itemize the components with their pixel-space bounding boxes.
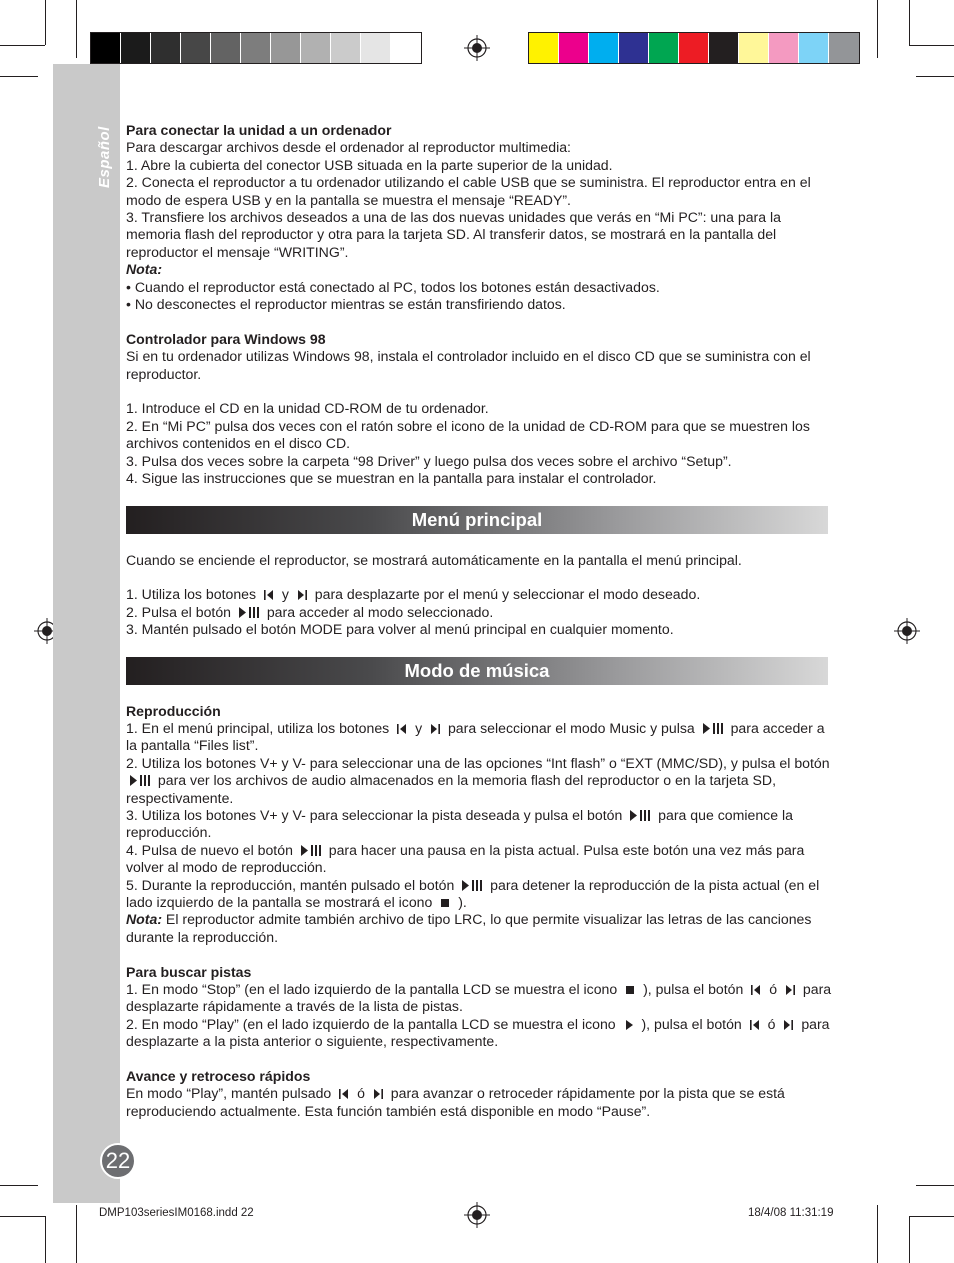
- paragraph: 2. En modo “Play” (en el lado izquierdo de la pantalla LCD se muestra el icono ), pulsa el botón ó para desplazarte a la pista anterior o siguiente, respectivamente.: [126, 1015, 830, 1050]
- stop-icon: [624, 984, 636, 996]
- footer-filename: DMP103seriesIM0168.indd 22: [99, 1207, 254, 1219]
- play-pause-icon: [238, 606, 260, 619]
- crop-mark: [76, 0, 77, 58]
- crop-mark: [909, 1216, 954, 1217]
- paragraph: Nota: El reproductor admite también archivo de tipo LRC, lo que permite visualizar las letras de las canciones durante la reproducción.: [126, 911, 812, 945]
- grayscale-color-bar: [90, 32, 422, 64]
- paragraph: 3. Utiliza los botones V+ y V- para seleccionar la pista deseada y pulsa el botón para que comience la reproducción.: [126, 806, 793, 841]
- skip-forward-icon: [296, 589, 308, 601]
- skip-forward-icon: [372, 1088, 384, 1100]
- paragraph: 4. Sigue las instrucciones que se muestran en la pantalla para instalar el controlador.: [126, 470, 657, 487]
- paragraph: 1. En modo “Stop” (en el lado izquierdo de la pantalla LCD se muestra el icono ), pulsa el botón ó para desplazarte rápidamente a través de la lista de pistas.: [126, 981, 832, 1015]
- crop-mark: [76, 1205, 77, 1263]
- skip-back-icon: [263, 589, 275, 601]
- paragraph: 3. Mantén pulsado el botón MODE para volver al menú principal en cualquier momento.: [126, 621, 674, 638]
- skip-back-icon: [749, 1019, 761, 1031]
- note-label: Nota:: [126, 261, 163, 278]
- paragraph: 3. Pulsa dos veces sobre la carpeta “98 Driver” y luego pulsa dos veces sobre el archivo “Setup”.: [126, 452, 732, 469]
- paragraph: 2. En “Mi PC” pulsa dos veces con el ratón sobre el icono de la unidad de CD-ROM para que se muestren los archivos contenidos en el disco CD.: [126, 417, 810, 452]
- crop-mark: [0, 1185, 38, 1186]
- paragraph: 2. Pulsa el botón para acceder al modo seleccionado.: [126, 603, 494, 620]
- crop-mark: [909, 0, 910, 45]
- crop-mark: [877, 1205, 878, 1263]
- crop-mark: [909, 45, 954, 46]
- skip-forward-icon: [784, 984, 796, 996]
- crop-mark: [916, 1185, 954, 1186]
- section-heading: Controlador para Windows 98: [126, 330, 326, 347]
- crop-mark: [45, 1216, 46, 1263]
- crop-mark: [0, 76, 38, 77]
- play-icon: [623, 1019, 635, 1031]
- registration-mark-icon: [894, 618, 920, 644]
- paragraph: Si en tu ordenador utilizas Windows 98, instala el controlador incluido en el disco CD que se suministra con el reproductor.: [126, 348, 811, 382]
- paragraph: 3. Transfiere los archivos deseados a una de las dos nuevas unidades que verás en “Mi PC”: una para la memoria flash del reproductor y otra para la tarjeta SD. Al transferir datos, se mostrará en la pantalla del reproductor el mensaje “WRITING”.: [126, 209, 781, 260]
- crop-mark: [877, 0, 878, 58]
- footer-timestamp: 18/4/08 11:31:19: [748, 1207, 834, 1219]
- play-pause-icon: [300, 844, 322, 857]
- bullet-item: • No desconectes el reproductor mientras se están transfiriendo datos.: [126, 296, 566, 313]
- paragraph: 1. En el menú principal, utiliza los botones y para seleccionar el modo Music y pulsa para acceder a la pantalla “Files list”.: [126, 719, 825, 754]
- language-label: Español: [96, 126, 113, 188]
- page-content: [126, 122, 832, 1120]
- bullet-item: • Cuando el reproductor está conectado al PC, todos los botones están desactivados.: [126, 278, 660, 295]
- section-heading: Reproducción: [126, 702, 221, 719]
- crop-mark: [916, 76, 954, 77]
- skip-back-icon: [750, 984, 762, 996]
- play-pause-icon: [629, 809, 651, 822]
- paragraph: 1. Abre la cubierta del conector USB situada en la parte superior de la unidad.: [126, 156, 613, 173]
- page-number: 22: [100, 1143, 136, 1179]
- skip-back-icon: [396, 723, 408, 735]
- paragraph: Para descargar archivos desde el ordenador al reproductor multimedia:: [126, 139, 571, 156]
- paragraph: 5. Durante la reproducción, mantén pulsado el botón para detener la reproducción de la pista actual (en el lado izquierdo de la pantalla se mostrará el icono ).: [126, 876, 820, 910]
- skip-forward-icon: [429, 723, 441, 735]
- paragraph: 2. Conecta el reproductor a tu ordenador utilizando el cable USB que se suministra. El reproductor entra en el modo de espera USB y en la pantalla se muestra el mensaje “READY”.: [126, 174, 811, 208]
- registration-mark-icon: [464, 35, 490, 61]
- skip-forward-icon: [782, 1019, 794, 1031]
- paragraph: Cuando se enciende el reproductor, se mostrará automáticamente en la pantalla el menú principal.: [126, 551, 742, 568]
- paragraph: 2. Utiliza los botones V+ y V- para seleccionar una de las opciones “Int flash” o “EXT (MMC/SD), y pulsa el botón para ver los archivos de audio almacenados en la memoria flash del reproductor o en la tarjeta SD, respectivamente.: [126, 754, 830, 806]
- paragraph: 1. Utiliza los botones y para desplazarte por el menú y seleccionar el modo deseado.: [126, 586, 701, 603]
- crop-mark: [0, 45, 45, 46]
- section-banner-menu: Menú principal: [126, 506, 828, 534]
- paragraph: 4. Pulsa de nuevo el botón para hacer una pausa en la pista actual. Pulsa este botón una vez más para volver al modo de reproducción.: [126, 841, 805, 876]
- sidebar-strip: [53, 64, 120, 1203]
- registration-mark-icon: [464, 1202, 490, 1228]
- note-label: Nota:: [126, 911, 163, 928]
- crop-mark: [0, 1216, 45, 1217]
- crop-mark: [909, 1216, 910, 1263]
- skip-back-icon: [338, 1088, 350, 1100]
- stop-icon: [439, 897, 451, 909]
- paragraph: En modo “Play”, mantén pulsado ó para avanzar o retroceder rápidamente por la pista que se está reproduciendo actualmente. Esta función también está disponible en modo “Pause”.: [126, 1085, 785, 1119]
- section-heading: Avance y retroceso rápidos: [126, 1068, 311, 1085]
- section-banner-music: Modo de música: [126, 657, 828, 685]
- section-heading: Para conectar la unidad a un ordenador: [126, 122, 392, 138]
- play-pause-icon: [702, 722, 724, 735]
- section-heading: Para buscar pistas: [126, 963, 252, 980]
- play-pause-icon: [129, 774, 151, 787]
- process-color-bar: [528, 32, 860, 64]
- paragraph: 1. Introduce el CD en la unidad CD-ROM de tu ordenador.: [126, 400, 489, 417]
- play-pause-icon: [461, 879, 483, 892]
- crop-mark: [45, 0, 46, 45]
